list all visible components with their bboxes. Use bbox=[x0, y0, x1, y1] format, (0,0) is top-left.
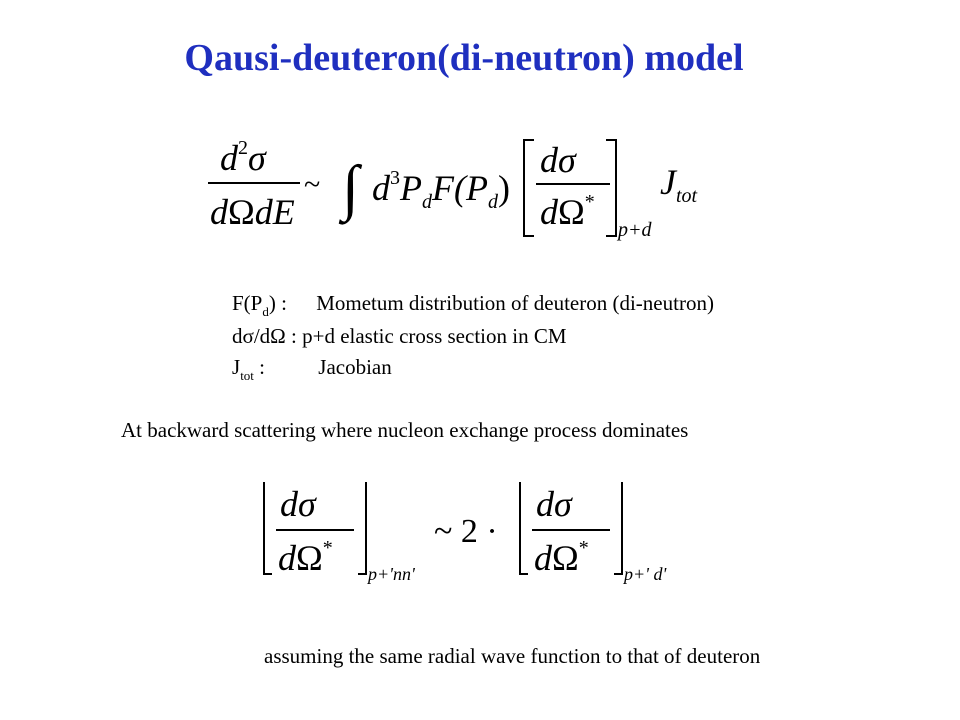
left-denominator: dΩ* bbox=[278, 537, 333, 578]
definition-symbol: F(P bbox=[232, 291, 263, 315]
left-bracket-close bbox=[358, 482, 366, 574]
similar-symbol: ~ bbox=[304, 168, 321, 201]
definition-row bbox=[232, 352, 714, 385]
assumption-note: assuming the same radial wave function to that of deuteron bbox=[264, 644, 761, 668]
bracket-subscript: p+d bbox=[618, 219, 652, 241]
relation-symbol: ~ 2 · bbox=[434, 513, 498, 550]
definition-symbol: dσ/dΩ : bbox=[232, 324, 297, 348]
definition-row bbox=[232, 288, 714, 321]
definition-symbol-subscript: d bbox=[262, 304, 269, 319]
definition-symbol-subscript: tot bbox=[240, 368, 254, 383]
backward-scattering-note: At backward scattering where nucleon exchange process dominates bbox=[121, 418, 689, 442]
cross-section-relation-formula bbox=[254, 478, 674, 588]
left-subscript: p+'nn' bbox=[368, 564, 415, 584]
integrand: $d^3P_dF(P_d)$ bbox=[372, 167, 510, 213]
definition-symbol: J bbox=[232, 355, 241, 379]
right-numerator: dσ bbox=[536, 484, 572, 524]
left-numerator: dσ bbox=[280, 484, 316, 524]
slide-title: Qausi-deuteron(di-neutron) model bbox=[184, 37, 744, 79]
definition-row bbox=[232, 321, 714, 352]
definition-symbol-end: ) : bbox=[268, 291, 287, 315]
right-bracket-open bbox=[520, 482, 528, 574]
definition-text: Mometum distribution of deuteron (di-neutron) bbox=[316, 291, 714, 315]
bracket-denominator: dΩ* bbox=[540, 191, 595, 232]
jacobian: $J_{tot}$ bbox=[660, 162, 698, 207]
definition-symbol-end: : bbox=[253, 355, 266, 379]
definition-text: Jacobian bbox=[318, 355, 392, 379]
integral-symbol: ∫ bbox=[342, 154, 359, 222]
bracket-numerator: dσ bbox=[540, 140, 576, 180]
definition-text: p+d elastic cross section in CM bbox=[302, 324, 567, 348]
right-subscript: p+' d' bbox=[624, 564, 667, 584]
bracket-right bbox=[606, 140, 616, 236]
definitions-list bbox=[232, 288, 714, 385]
right-denominator: dΩ* bbox=[534, 537, 589, 578]
right-bracket-close bbox=[614, 482, 622, 574]
ddx-denominator: dΩdE bbox=[210, 192, 295, 232]
ddx-numerator: $d^2\sigma$ bbox=[220, 137, 266, 178]
left-bracket-open bbox=[264, 482, 272, 574]
double-differential-formula bbox=[190, 132, 730, 242]
bracket-left bbox=[524, 140, 534, 236]
